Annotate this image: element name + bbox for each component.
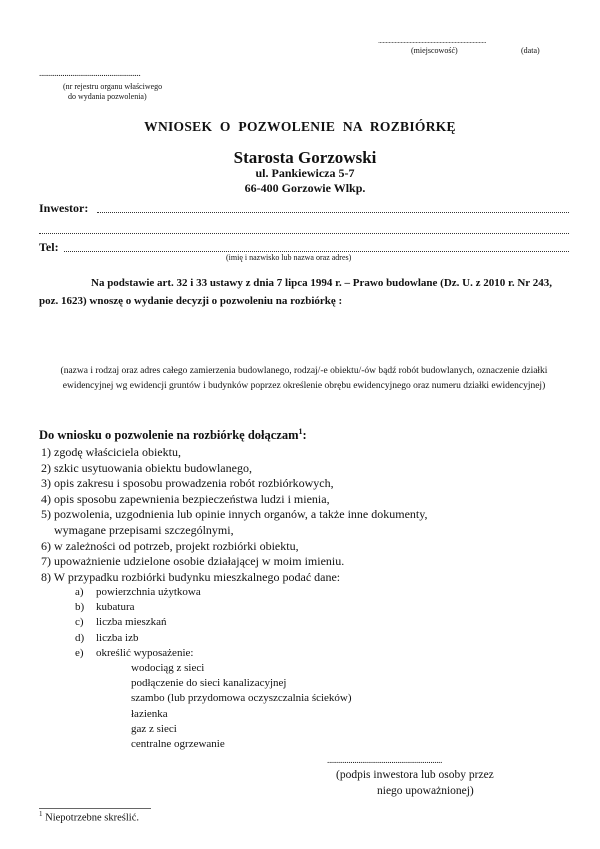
- footnote-number: 1: [39, 810, 43, 818]
- signature-label-2: niego upoważnionej): [377, 785, 474, 797]
- attachment-item-4: 4) opis sposobu zapewnienia bezpieczeństwa ludzi i mienia,: [41, 491, 330, 506]
- signature-line[interactable]: ...........................................................: [327, 755, 443, 765]
- attachments-heading: Do wniosku o pozwolenie na rozbiórkę dołączam$^1$:: [39, 427, 307, 443]
- equipment-gas: gaz z sieci: [131, 722, 177, 735]
- date-label: (data): [521, 46, 540, 55]
- sub-item-volume: kubatura: [96, 601, 135, 614]
- attachment-item-5: 5) pozwolenia, uzgodnienia lub opinie innych organów, a także inne dokumenty,: [41, 507, 428, 522]
- signature-label-1: (podpis inwestora lub osoby przez: [336, 769, 494, 781]
- equipment-heating: centralne ogrzewanie: [131, 738, 225, 750]
- registry-label-2: do wydania pozwolenia): [68, 92, 147, 101]
- equipment-bathroom: łazienka: [131, 707, 168, 720]
- sub-item-letter: c): [75, 616, 84, 629]
- attachment-item-5-continued: wymagane przepisami szczególnymi,: [54, 523, 234, 537]
- sub-item-equipment: określić wyposażenie:: [96, 646, 194, 659]
- document-title: WNIOSEK O POZWOLENIE NA ROZBIÓRKĘ: [144, 119, 456, 134]
- attachment-item-2: 2) szkic usytuowania obiektu budowlanego,: [41, 460, 252, 475]
- attachment-item-8: 8) W przypadku rozbiórki budynku mieszkalnego podać dane:: [41, 569, 341, 584]
- attachment-item-6: 6) w zależności od potrzeb, projekt rozbiórki obiektu,: [41, 538, 299, 553]
- tel-line[interactable]: [64, 251, 569, 252]
- object-description-caption: (nazwa i rodzaj oraz adres całego zamierzenia budowlanego, rodzaj/-e obiektu/-ów bądź robót budowlanych, oznaczenie działki ewidencyjnej wg ewidencji gruntów i budynków poprzez określenie obrębu ewidencyjnego oraz numeru działki ewidencyjnej): [60, 366, 548, 391]
- sub-item-usable-area: powierzchnia użytkowa: [96, 586, 201, 598]
- office-name: Starosta Gorzowski: [233, 148, 377, 167]
- footnote-marker: 1: [298, 427, 303, 436]
- sub-item-letter: b): [75, 601, 85, 614]
- investor-label: Inwestor:: [39, 201, 89, 215]
- registry-label-1: (nr rejestru organu właściwego: [63, 82, 163, 91]
- place-label: (miejscowość): [411, 46, 458, 55]
- office-city: 66-400 Gorzowie Wlkp.: [244, 181, 366, 195]
- investor-line-2[interactable]: [39, 233, 569, 234]
- footnote-text: Niepotrzebne skreślić.: [45, 812, 140, 824]
- attachment-item-7: 7) upoważnienie udzielone osobie działającej w moim imieniu.: [41, 554, 345, 569]
- attachment-item-1: 1) zgodę właściciela obiektu,: [41, 445, 181, 459]
- investor-caption: (imię i nazwisko lub nazwa oraz adres): [226, 253, 352, 262]
- footnote: [39, 810, 139, 824]
- sub-item-letter: e): [75, 646, 84, 659]
- sub-item-letter: d): [75, 631, 85, 644]
- footnote-separator: [39, 808, 151, 809]
- sub-item-apartments: liczba mieszkań: [96, 616, 167, 629]
- registry-dots: ....................................................: [39, 68, 141, 78]
- equipment-septic: szambo (lub przydomowa oczyszczalnia ścieków): [131, 692, 352, 705]
- investor-line-1[interactable]: [97, 212, 569, 213]
- sub-item-letter: a): [75, 586, 84, 598]
- legal-basis-text: Na podstawie art. 32 i 33 ustawy z dnia 7 lipca 1994 r. – Prawo budowlane (Dz. U. z 2010 r. Nr 243, poz. 1623) wnoszę o wydanie decyzji o pozwoleniu na rozbiórkę :: [39, 277, 552, 307]
- equipment-sewer: podłączenie do sieci kanalizacyjnej: [131, 677, 287, 690]
- equipment-water: wodociąg z sieci: [131, 662, 205, 674]
- sub-item-rooms: liczba izb: [96, 631, 139, 644]
- tel-label: Tel:: [39, 240, 59, 254]
- place-date-dots: ........................................................................: [378, 36, 486, 45]
- office-street: ul. Pankiewicza 5-7: [255, 166, 355, 180]
- attachment-item-3: 3) opis zakresu i sposobu prowadzenia robót rozbiórkowych,: [41, 476, 334, 491]
